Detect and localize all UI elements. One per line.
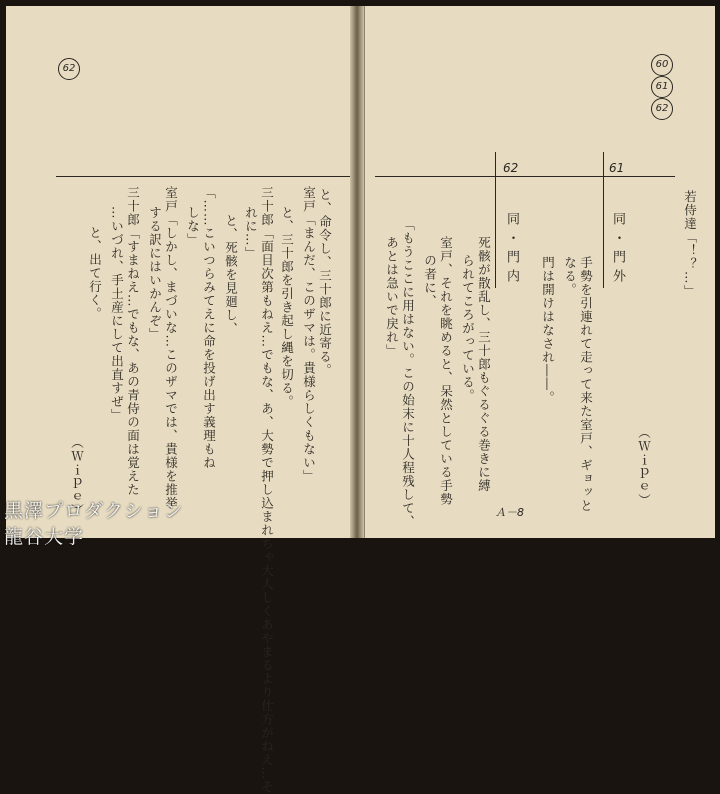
left-text-line: 三十郎「すまねえ…でもな、あの青侍の面は覚えた xyxy=(125,186,141,497)
left-text-line: 室戸「まんだ、このザマは。貴様らしくもない」 xyxy=(301,186,317,483)
page-number-circle-3: 62 xyxy=(651,98,673,120)
left-text-line: と、出て行く。 xyxy=(87,226,103,321)
left-text-line: と、死骸を見廻し、 xyxy=(223,214,239,336)
book-gutter xyxy=(350,6,364,538)
header-rule xyxy=(375,176,675,177)
left-text-line: …いづれ、手土産にして出直すぜ」 xyxy=(109,206,125,422)
left-text-line: （Ｗｉｐｅ） xyxy=(69,436,85,517)
scene-62-line: の者に、 xyxy=(422,254,438,308)
scene-62-line: 死骸が散乱し、三十郎もぐるぐる巻きに縛 xyxy=(476,236,492,493)
page-number-circle xyxy=(58,58,80,80)
scene-62-line: られてころがっている。 xyxy=(460,254,476,403)
right-page xyxy=(364,6,715,538)
scene-61-line: 手勢を引連れて走って来た室戸、ギョッと xyxy=(578,256,594,513)
watermark-line-1: 黒澤プロダクション xyxy=(4,500,184,522)
left-text-line: する訳にはいかんぞ」 xyxy=(147,206,163,341)
page-number-circle-2: 61 xyxy=(651,76,673,98)
left-text-line: と、三十郎を引き起し縄を切る。 xyxy=(279,206,295,409)
scene-61-heading: 同・門外 xyxy=(610,212,625,288)
left-page xyxy=(6,6,351,794)
scene-61-rule xyxy=(603,152,604,288)
page-number: 62 xyxy=(62,63,76,74)
scene-62-heading: 同・門内 xyxy=(504,212,519,288)
scene-61-line: なる。 xyxy=(562,256,578,297)
header-rule xyxy=(56,176,350,177)
scene-62-number: 62 xyxy=(503,161,519,175)
watermark-line-2: 龍谷大学 xyxy=(4,526,85,548)
scene-61-line: 若侍達「！？…」 xyxy=(682,190,698,298)
left-text-line: と、命令し、三十郎に近寄る。 xyxy=(317,188,333,377)
left-text-line: 室戸「しかし、まづいな…このザマでは、貴様を推挙 xyxy=(163,186,179,510)
page-number-circle-1: 60 xyxy=(651,54,673,76)
scene-62-line: 室戸、それを眺めると、呆然としている手勢 xyxy=(438,236,454,506)
scene-62-line: あとは急いで戻れ」 xyxy=(384,236,400,358)
scene-62-rule xyxy=(495,152,496,288)
scene-62-line: 「もうここに用はない。この始末に十人程残して、 xyxy=(400,218,416,529)
left-text-line: しな」 xyxy=(185,206,201,247)
left-text-line: 三十郎「面目次第もねえ…でもな、あ、大勢で押し込まれちゃ大人しくあやまるより仕方がねえ…そ xyxy=(259,186,275,794)
left-text-line: 「……こいつらみてえに命を投げ出す義理もね xyxy=(201,186,217,470)
scene-61-line: （Ｗｉｐｅ） xyxy=(636,426,652,507)
scene-61-line: 門は開けはなされ――。 xyxy=(540,256,556,405)
left-text-line: れに…」 xyxy=(243,206,259,260)
scene-61-number: 61 xyxy=(609,161,625,175)
page-footer: Ａ－8 xyxy=(495,506,524,519)
